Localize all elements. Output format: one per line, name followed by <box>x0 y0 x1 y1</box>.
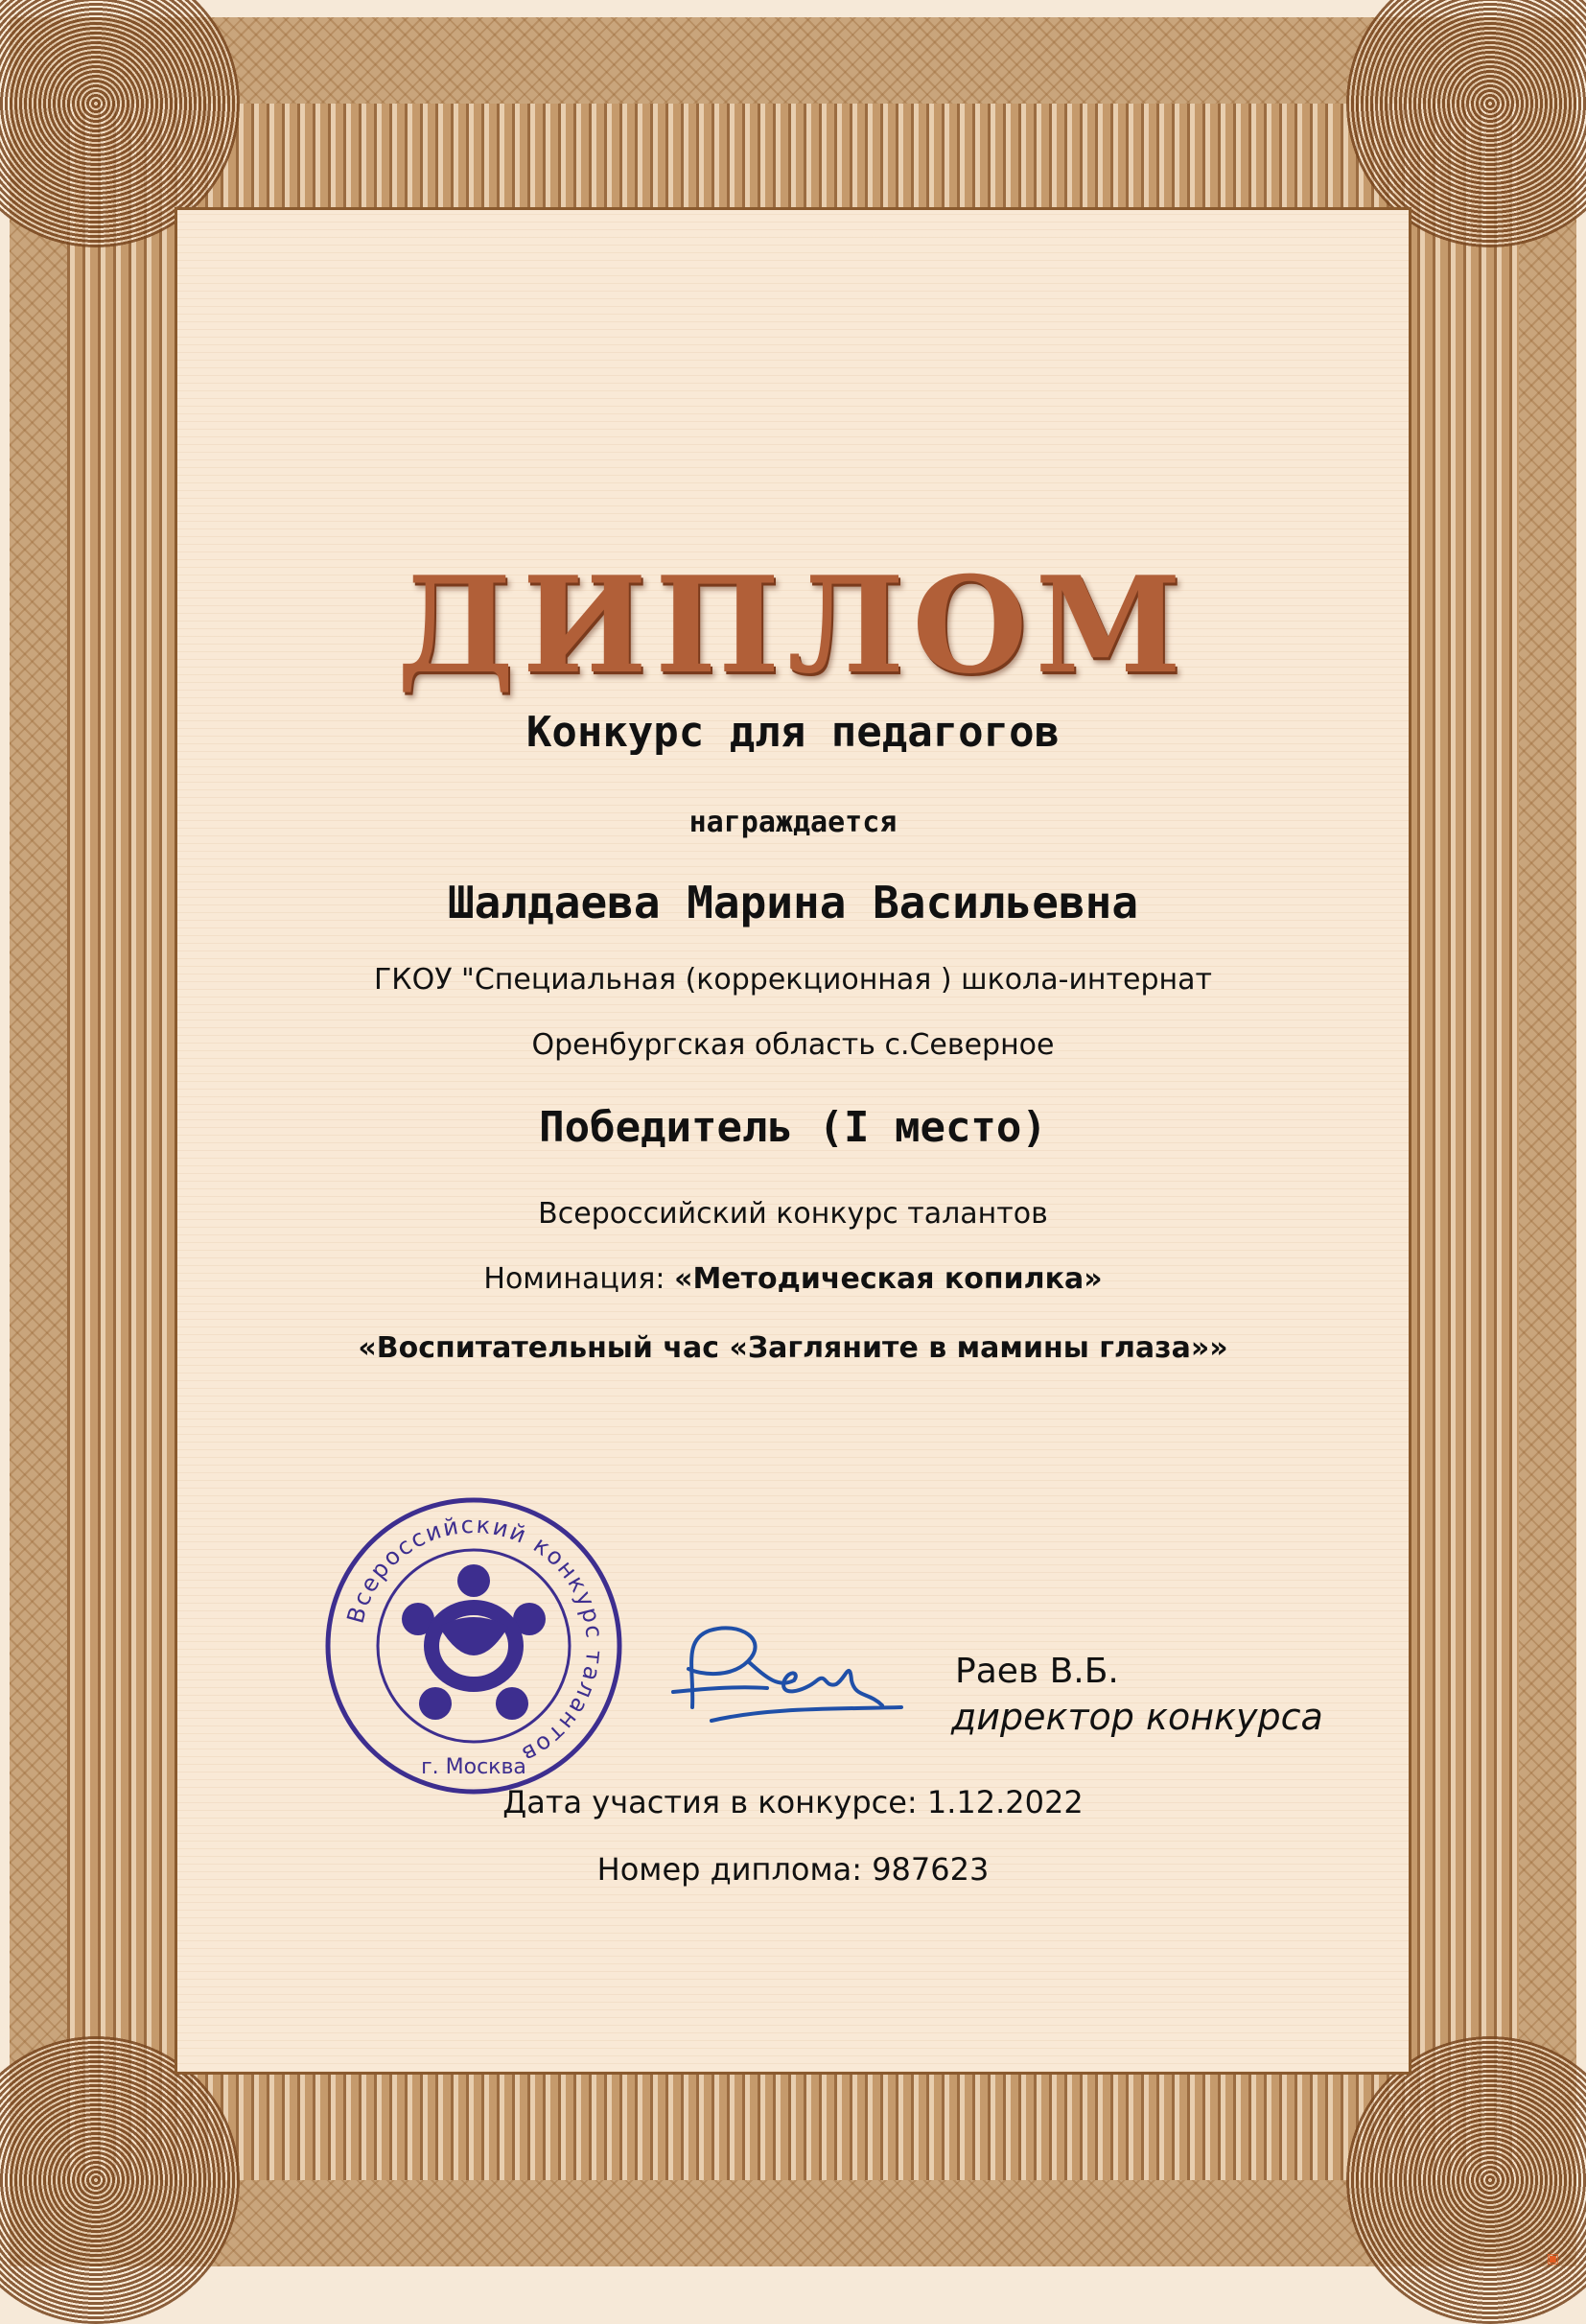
nomination-label: Номинация: <box>483 1262 665 1296</box>
signer-role: директор конкурса <box>951 1696 1323 1738</box>
competition-name: Конкурс для педагогов <box>525 708 1061 757</box>
seal-city: г. Москва <box>421 1755 526 1779</box>
signer-name: Раев В.Б. <box>955 1652 1119 1691</box>
watermark-logo: ▣ <box>1546 2251 1559 2266</box>
region: Оренбургская область с.Северное <box>531 1028 1055 1062</box>
director-signature <box>654 1592 913 1746</box>
diploma-number: Номер диплома: 987623 <box>596 1851 990 1888</box>
contest-seal <box>320 1492 627 1799</box>
diploma-title: ДИПЛОМ <box>396 547 1190 703</box>
nomination <box>0 1262 1586 1296</box>
participation-date: Дата участия в конкурсе: 1.12.2022 <box>502 1784 1084 1820</box>
recipient-name: Шалдаева Марина Васильевна <box>447 877 1139 928</box>
awarded-label: награждается <box>688 806 898 839</box>
organization: ГКОУ "Специальная (коррекционная ) школа-интернат <box>374 963 1212 997</box>
award-place: Победитель (I место) <box>539 1103 1047 1152</box>
people-emblem-icon <box>402 1564 546 1720</box>
nomination-value: «Методическая копилка» <box>674 1262 1103 1296</box>
work-title: «Воспитательный час «Загляните в мамины глаза»» <box>358 1331 1228 1365</box>
seal-ring-text: Всероссийский конкурс талантов <box>341 1511 609 1770</box>
contest-name: Всероссийский конкурс талантов <box>538 1197 1048 1231</box>
